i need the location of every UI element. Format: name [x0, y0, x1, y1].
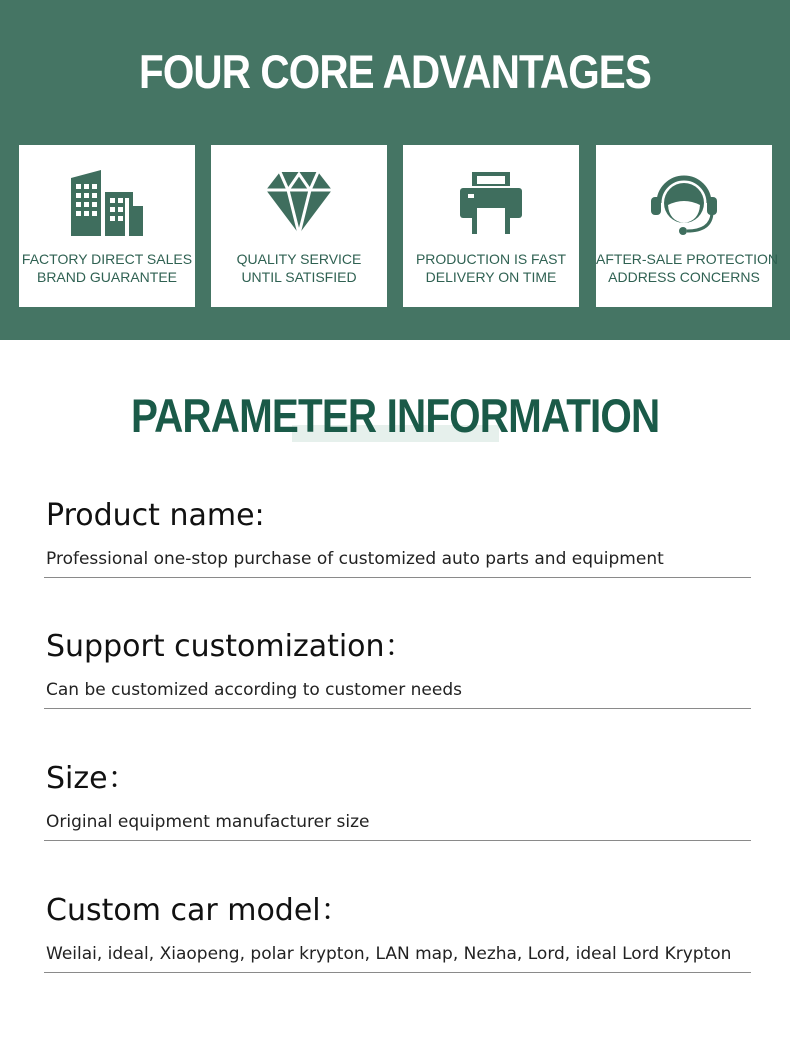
advantage-card-factory	[19, 145, 195, 307]
divider	[44, 972, 751, 973]
advantage-cards	[19, 145, 779, 307]
param-car-model	[44, 892, 751, 973]
advantage-card-quality	[211, 145, 387, 307]
param-value: Original equipment manufacturer size	[46, 812, 370, 832]
divider	[44, 708, 751, 709]
param-label: Product name:	[46, 498, 265, 533]
advantages-title: FOUR CORE ADVANTAGES	[138, 45, 652, 98]
divider	[44, 577, 751, 578]
headset-agent-icon	[596, 167, 772, 239]
param-value: Weilai, ideal, Xiaopeng, polar krypton, LAN map, Nezha, Lord, ideal Lord Krypton	[46, 944, 732, 964]
param-customization	[44, 628, 751, 709]
param-label: Size：	[46, 761, 138, 796]
advantage-line1: FACTORY DIRECT SALES	[21, 251, 193, 267]
printer-icon	[403, 167, 579, 239]
advantage-card-aftersale	[596, 145, 779, 307]
diamond-icon	[211, 167, 387, 239]
param-value: Can be customized according to customer needs	[46, 680, 462, 700]
parameters-title: PARAMETER INFORMATION	[130, 389, 660, 442]
advantages-section	[0, 0, 790, 340]
advantage-line1: QUALITY SERVICE	[236, 251, 362, 267]
advantage-line1: AFTER-SALE PROTECTION	[596, 251, 779, 267]
advantage-card-production	[403, 145, 579, 307]
divider	[44, 840, 751, 841]
advantage-line2: UNTIL SATISFIED	[241, 269, 357, 285]
param-product-name	[44, 497, 751, 578]
buildings-icon	[19, 167, 195, 239]
advantage-line2: ADDRESS CONCERNS	[608, 269, 760, 285]
param-label: Custom car model：	[46, 893, 351, 928]
advantage-line2: BRAND GUARANTEE	[36, 269, 178, 285]
param-size	[44, 760, 751, 841]
advantage-line2: DELIVERY ON TIME	[425, 269, 557, 285]
param-value: Professional one-stop purchase of customized auto parts and equipment	[46, 549, 664, 569]
param-label: Support customization：	[46, 629, 415, 664]
parameters-header	[0, 388, 790, 443]
advantage-line1: PRODUCTION IS FAST	[415, 251, 567, 267]
